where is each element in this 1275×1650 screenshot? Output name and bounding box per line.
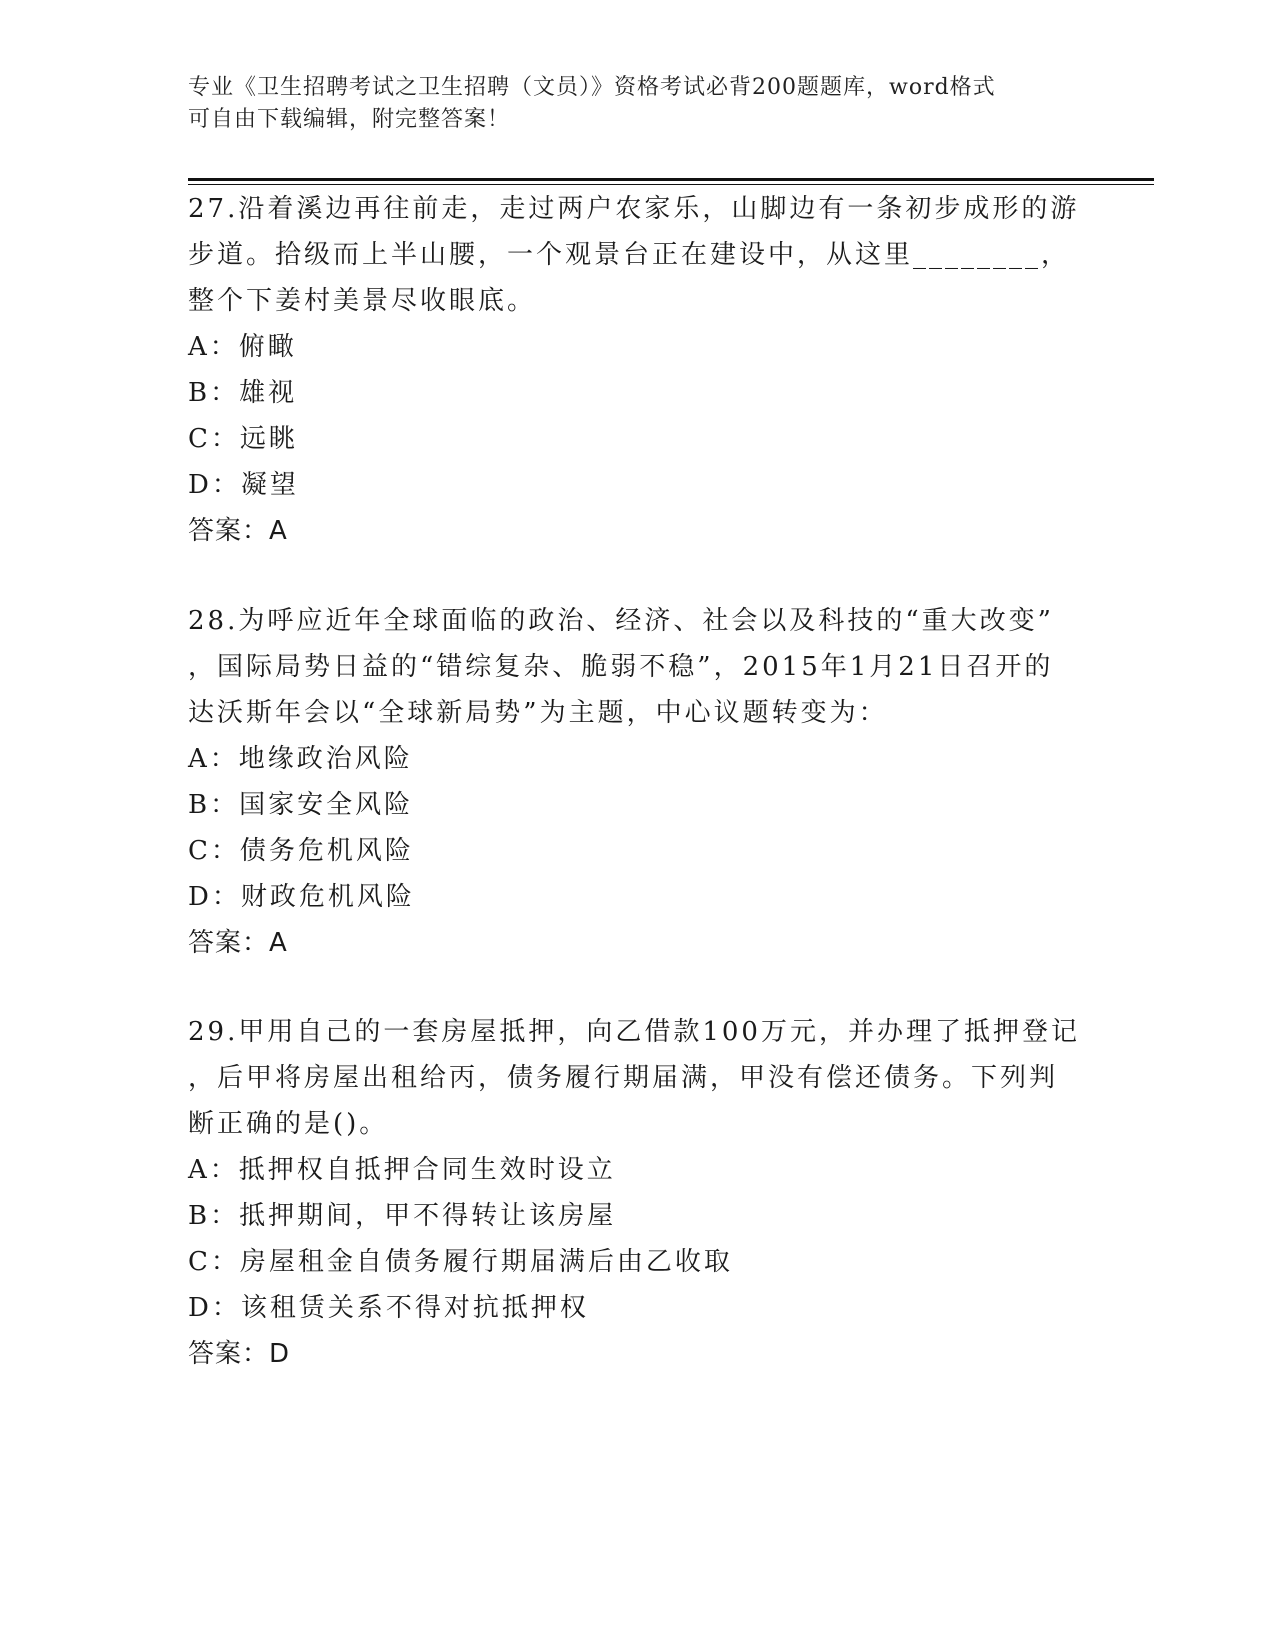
option-c: C：债务危机风险 xyxy=(188,836,414,866)
option-a: A：地缘政治风险 xyxy=(188,744,413,774)
answer-line: 答案：D xyxy=(188,1339,291,1369)
question-text-line: 29.甲用自己的一套房屋抵押，向乙借款100万元，并办理了抵押登记 xyxy=(188,1017,1080,1047)
header-divider-thick xyxy=(188,178,1154,181)
question-29 xyxy=(188,1009,1088,1377)
option-b: B：雄视 xyxy=(188,378,298,408)
option-a: A：抵押权自抵押合同生效时设立 xyxy=(188,1155,616,1185)
option-d: D：财政危机风险 xyxy=(188,882,415,912)
question-28 xyxy=(188,598,1088,966)
question-text-line: ，后甲将房屋出租给丙，债务履行期届满，甲没有偿还债务。下列判 xyxy=(188,1063,1059,1093)
answer-line: 答案：A xyxy=(188,516,288,546)
question-text-line: 步道。拾级而上半山腰，一个观景台正在建设中，从这里________， xyxy=(188,240,1071,270)
option-b: B：国家安全风险 xyxy=(188,790,414,820)
option-d: D：凝望 xyxy=(188,470,299,500)
option-b: B：抵押期间，甲不得转让该房屋 xyxy=(188,1201,617,1231)
question-text-line: 整个下姜村美景尽收眼底。 xyxy=(188,286,537,316)
option-a: A：俯瞰 xyxy=(188,332,297,362)
header-line-2: 可自由下载编辑，附完整答案！ xyxy=(188,107,511,132)
question-text-line: 达沃斯年会以“全球新局势”为主题，中心议题转变为： xyxy=(188,698,888,728)
question-text-line: 断正确的是()。 xyxy=(188,1109,389,1139)
option-c: C：远眺 xyxy=(188,424,298,454)
document-header xyxy=(188,72,1088,136)
question-27 xyxy=(188,186,1088,554)
question-text-line: 28.为呼应近年全球面临的政治、经济、社会以及科技的“重大改变” xyxy=(188,606,1054,636)
header-divider-thin xyxy=(188,184,1154,185)
answer-line: 答案：A xyxy=(188,928,288,958)
option-d: D：该租赁关系不得对抗抵押权 xyxy=(188,1293,589,1323)
option-c: C：房屋租金自债务履行期届满后由乙收取 xyxy=(188,1247,733,1277)
header-line-1: 专业《卫生招聘考试之卫生招聘（文员）》资格考试必背200题题库，word格式 xyxy=(188,75,996,100)
question-text-line: 27.沿着溪边再往前走，走过两户农家乐，山脚边有一条初步成形的游 xyxy=(188,194,1080,224)
question-text-line: ，国际局势日益的“错综复杂、脆弱不稳”，2015年1月21日召开的 xyxy=(188,652,1054,682)
